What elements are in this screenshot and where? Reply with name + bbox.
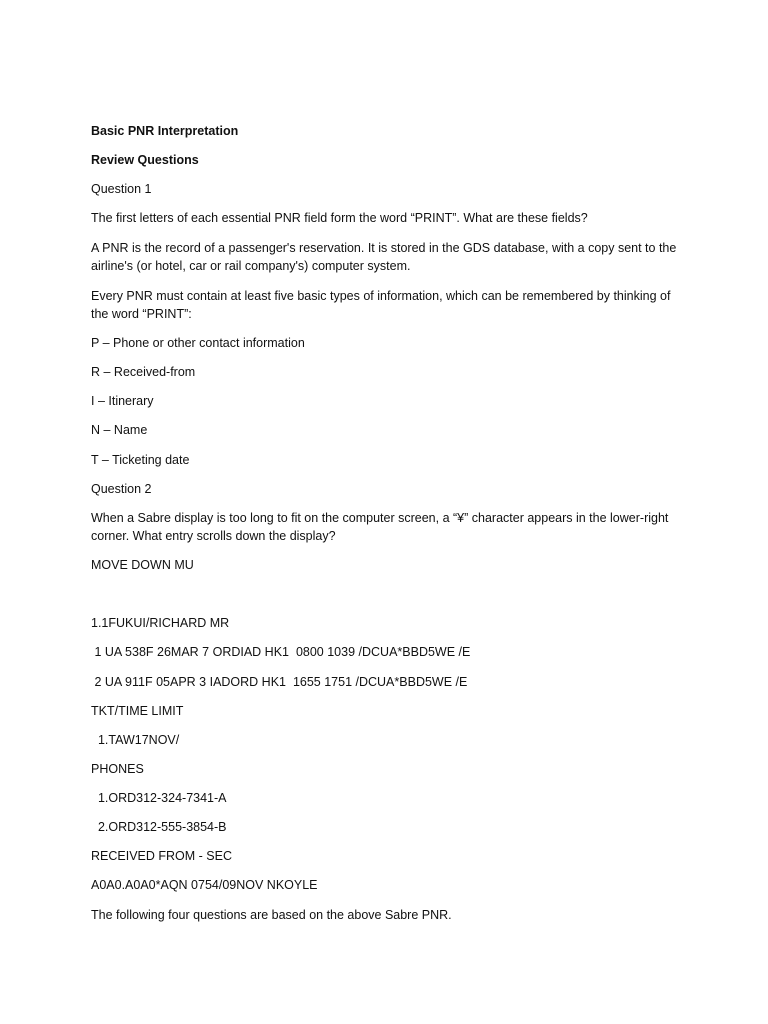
pnr-history-line: A0A0.A0A0*AQN 0754/09NOV NKOYLE — [91, 878, 318, 892]
pnr-ticketing-line: 1.TAW17NOV/ — [91, 733, 180, 747]
document-subtitle: Review Questions — [91, 153, 199, 167]
pnr-ticketing-header: TKT/TIME LIMIT — [91, 704, 184, 718]
pnr-phone-1: 1.ORD312-324-7341-A — [91, 791, 227, 805]
print-item-p: P – Phone or other contact information — [91, 336, 305, 350]
question-1-heading: Question 1 — [91, 182, 152, 196]
pnr-segment-2: 2 UA 911F 05APR 3 IADORD HK1 1655 1751 /DCUA*BBD5WE /E — [91, 675, 468, 689]
question-1-prompt: The first letters of each essential PNR field form the word “PRINT”. What are these fields? — [91, 211, 588, 225]
pnr-phones-header: PHONES — [91, 762, 144, 776]
print-intro-paragraph: Every PNR must contain at least five basic types of information, which can be remembered by thinking of the word “PRINT”: — [91, 289, 674, 321]
question-2-prompt: When a Sabre display is too long to fit on the computer screen, a “¥” character appears in the lower-right corner. What entry scrolls down the display? — [91, 511, 672, 543]
print-item-i: I – Itinerary — [91, 394, 154, 408]
pnr-segment-1: 1 UA 538F 26MAR 7 ORDIAD HK1 0800 1039 /DCUA*BBD5WE /E — [91, 645, 471, 659]
question-2-answer: MOVE DOWN MU — [91, 558, 194, 572]
print-item-r: R – Received-from — [91, 365, 196, 379]
print-item-t: T – Ticketing date — [91, 453, 190, 467]
pnr-received-from: RECEIVED FROM - SEC — [91, 849, 232, 863]
pnr-phone-2: 2.ORD312-555-3854-B — [91, 820, 227, 834]
question-2-heading: Question 2 — [91, 482, 152, 496]
pnr-definition-paragraph: A PNR is the record of a passenger's reservation. It is stored in the GDS database, with a copy sent to the airline's (or hotel, car or rail company's) computer system. — [91, 241, 680, 273]
pnr-name-field: 1.1FUKUI/RICHARD MR — [91, 616, 230, 630]
pnr-questions-intro: The following four questions are based on the above Sabre PNR. — [91, 908, 452, 922]
print-item-n: N – Name — [91, 423, 148, 437]
document-title: Basic PNR Interpretation — [91, 124, 239, 138]
